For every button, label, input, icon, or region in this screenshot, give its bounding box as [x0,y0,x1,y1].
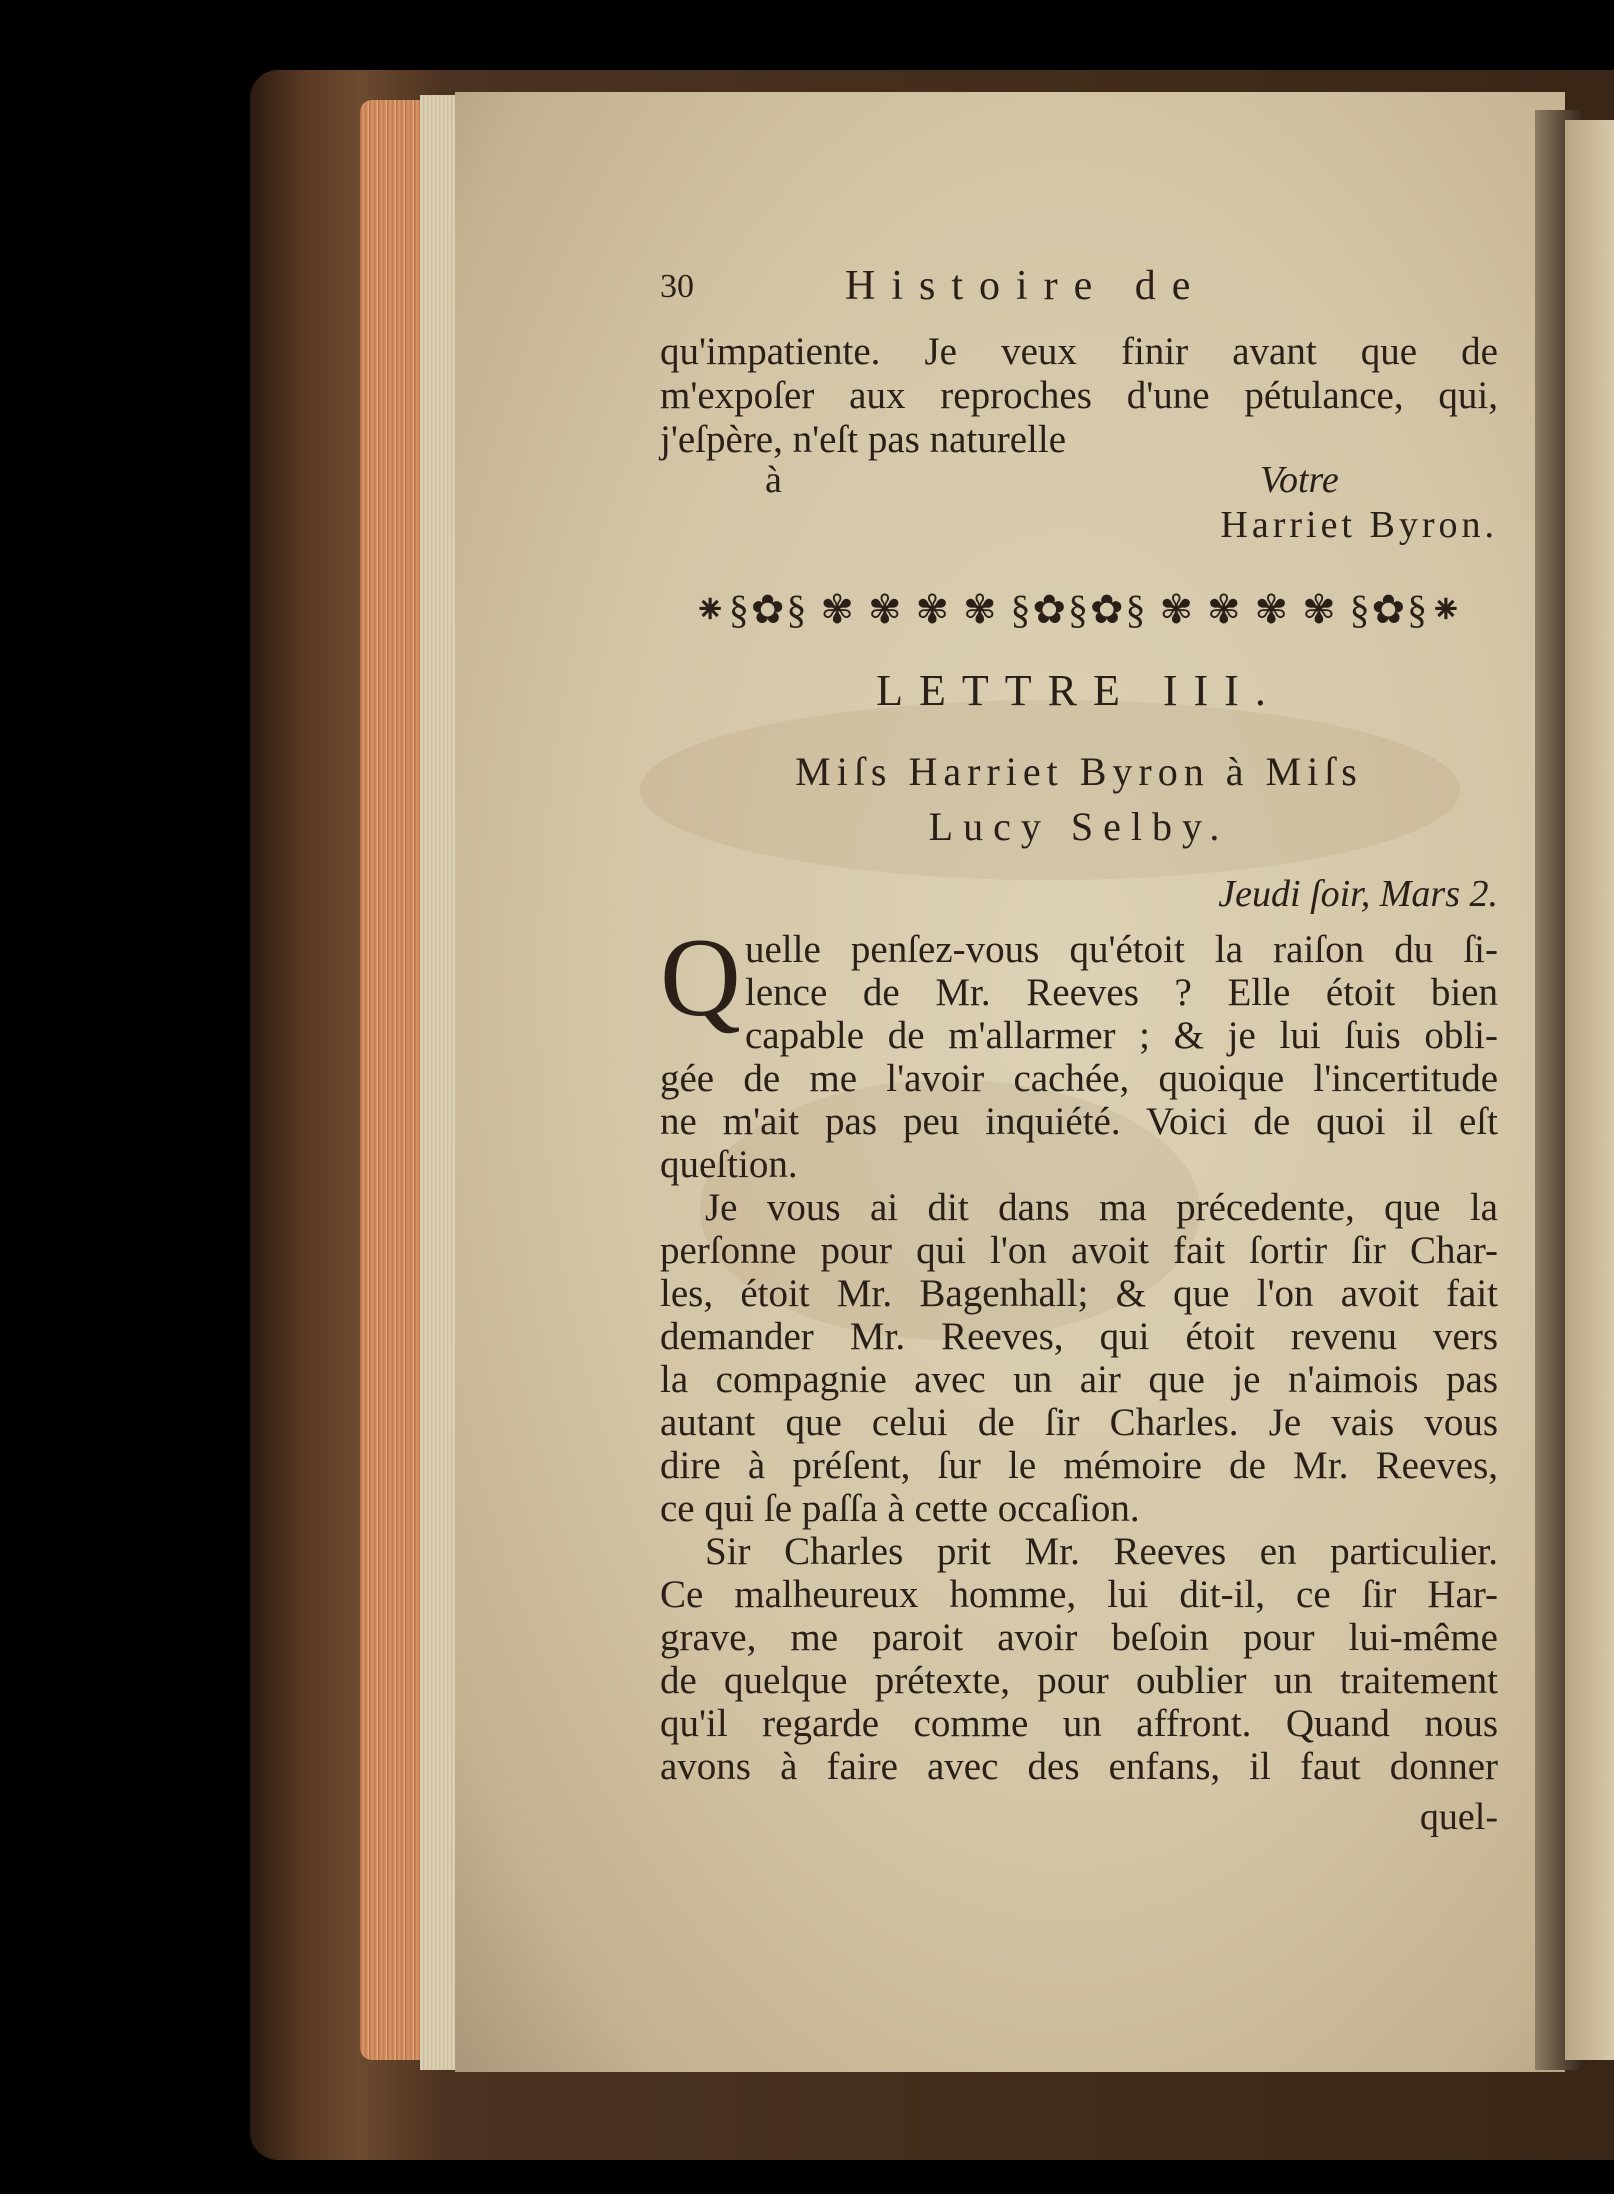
text-line: lence de Mr. Reeves ? Elle étoit bien [745,971,1498,1014]
facing-page-edge [1565,120,1614,2060]
text-line: queſtion. [660,1143,798,1186]
signature: Harriet Byron. [1220,504,1498,546]
text-line: les, étoit Mr. Bagenhall; & que l'on avoit fait [660,1272,1498,1315]
salutation-line-1: Miſs Harriet Byron à Miſs [795,749,1363,794]
running-head: Histoire de [845,263,1207,309]
text-line: qu'impatiente. Je veux finir avant que de [660,330,1498,373]
text-line: Sir Charles prit Mr. Reeves en particulier. [705,1530,1498,1573]
text-line: j'eſpère, n'eſt pas naturelle [660,418,1067,461]
drop-cap: Q [660,916,741,1040]
salutation-line-2: Lucy Selby. [928,804,1230,849]
text-line: la compagnie avec un air que je n'aimois pas [660,1358,1498,1401]
text-line: de quelque prétexte, pour oublier un traitement [660,1659,1498,1702]
text-line: uelle penſez-vous qu'étoit la raiſon du ſi- [745,928,1498,971]
text-line: qu'il regarde comme un affront. Quand nous [660,1702,1498,1745]
catchword: quel- [1419,1796,1498,1838]
page-stack [420,95,460,2070]
text-line: Je vous ai dit dans ma précedente, que la [705,1186,1498,1229]
text-line: autant que celui de ſir Charles. Je vais vous [660,1401,1498,1444]
closing-to: à [765,459,782,501]
text-line: ce qui ſe paſſa à cette occaſion. [660,1487,1140,1530]
text-line: grave, me paroit avoir beſoin pour lui-même [660,1616,1498,1659]
page-number: 30 [660,268,694,305]
text-line: capable de m'allarmer ; & je lui ſuis obli- [745,1014,1498,1057]
letter-title: LETTRE III. [876,666,1282,715]
text-line: demander Mr. Reeves, qui étoit revenu vers [660,1315,1498,1358]
ornamental-divider: ⁕§✿§ ✾ ✾ ✾ ✾ §✿§✿§ ✾ ✾ ✾ ✾ §✿§⁕ [693,587,1465,632]
text-line: avons à faire avec des enfans, il faut donner [660,1745,1498,1788]
text-line: Ce malheureux homme, lui dit-il, ce ſir Har- [660,1573,1498,1616]
text-line: gée de me l'avoir cachée, quoique l'incertitude [660,1057,1498,1100]
text-line: m'expoſer aux reproches d'une pétulance, qui, [660,374,1498,417]
text-line: ne m'ait pas peu inquiété. Voici de quoi il eſt [660,1100,1498,1143]
letter-date: Jeudi ſoir, Mars 2. [1218,873,1498,915]
closing-votre: Votre [1260,459,1339,501]
text-line: dire à préſent, ſur le mémoire de Mr. Reeves, [660,1444,1498,1487]
text-line: perſonne pour qui l'on avoit fait ſortir ſir Char- [660,1229,1498,1272]
